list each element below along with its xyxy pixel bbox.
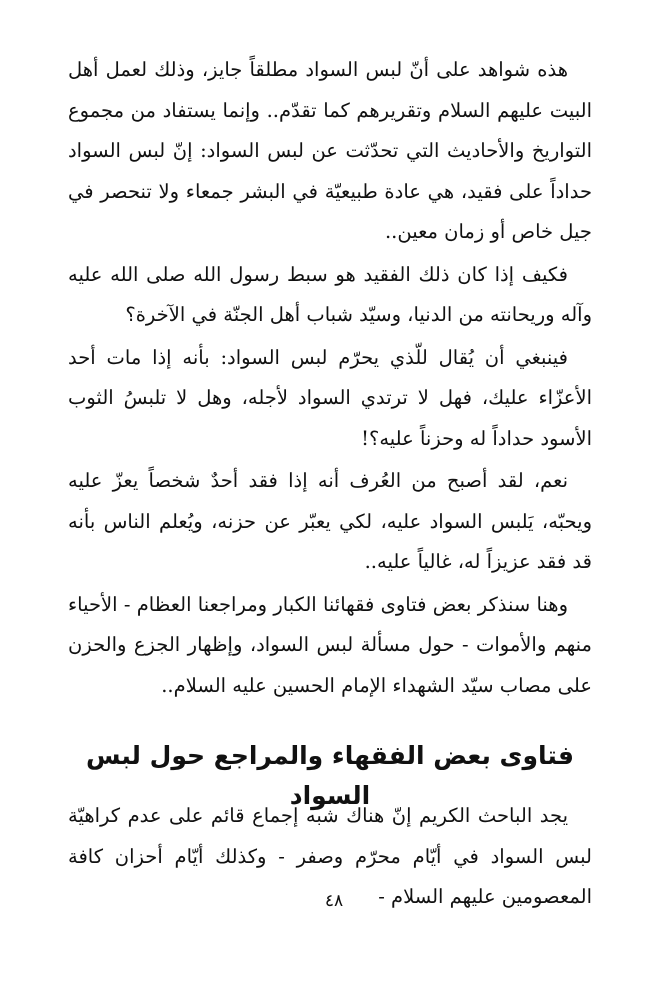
paragraph-5: وهنا سنذكر بعض فتاوى فقهائنا الكبار ومراجعنا العظام - الأحياء منهم والأموات - حول مسألة لبس السواد، وإظهار الجزع والحزن على مصاب سيّد الشهداء الإمام الحسين عليه السلام.. bbox=[68, 592, 592, 697]
paragraph-1: هذه شواهد على أنّ لبس السواد مطلقاً جايز، وذلك لعمل أهل البيت عليهم السلام وتقريرهم كما تقدّم.. وإنما يستفاد من مجموع التواريخ والأحاديث التي تحدّثت عن لبس السواد: إنّ لبس السواد حداداً على فقيد، هي عادة طبيعيّة في البشر جمعاء ولا تنحصر في جيل خاص أو زمان معين.. bbox=[68, 58, 592, 243]
paragraph-6: يجد الباحث الكريم إنّ هناك شبه إجماع قائم على عدم كراهيّة لبس السواد في أيّام محرّم وصفر - وكذلك أيّام أحزان كافة المعصومين عليهم السلام - bbox=[68, 804, 592, 908]
section-heading: فتاوى بعض الفقهاء والمراجع حول لبس السواد bbox=[86, 741, 574, 810]
paragraph-2: فكيف إذا كان ذلك الفقيد هو سبط رسول الله صلى الله عليه وآله وريحانته من الدنيا، وسيّد شباب أهل الجنّة في الآخرة؟ bbox=[68, 262, 592, 326]
page-number: ٤٨ bbox=[324, 891, 344, 911]
paragraph-4: نعم، لقد أصبح من العُرف أنه إذا فقد أحدٌ شخصاً يعزّ عليه ويحبّه، يَلبس السواد عليه، لكي يعبّر عن حزنه، ويُعلم الناس بأنه قد فقد عزيزاً له، غالياً عليه.. bbox=[68, 469, 592, 573]
body-text bbox=[68, 50, 592, 706]
paragraph-3: فينبغي أن يُقال للّذي يحرّم لبس السواد: بأنه إذا مات أحد الأعزّاء عليك، فهل لا ترتدي السواد لأجله، وهل لا تلبسُ الثوب الأسود حداداً له وحزناً عليه؟! bbox=[68, 345, 592, 450]
